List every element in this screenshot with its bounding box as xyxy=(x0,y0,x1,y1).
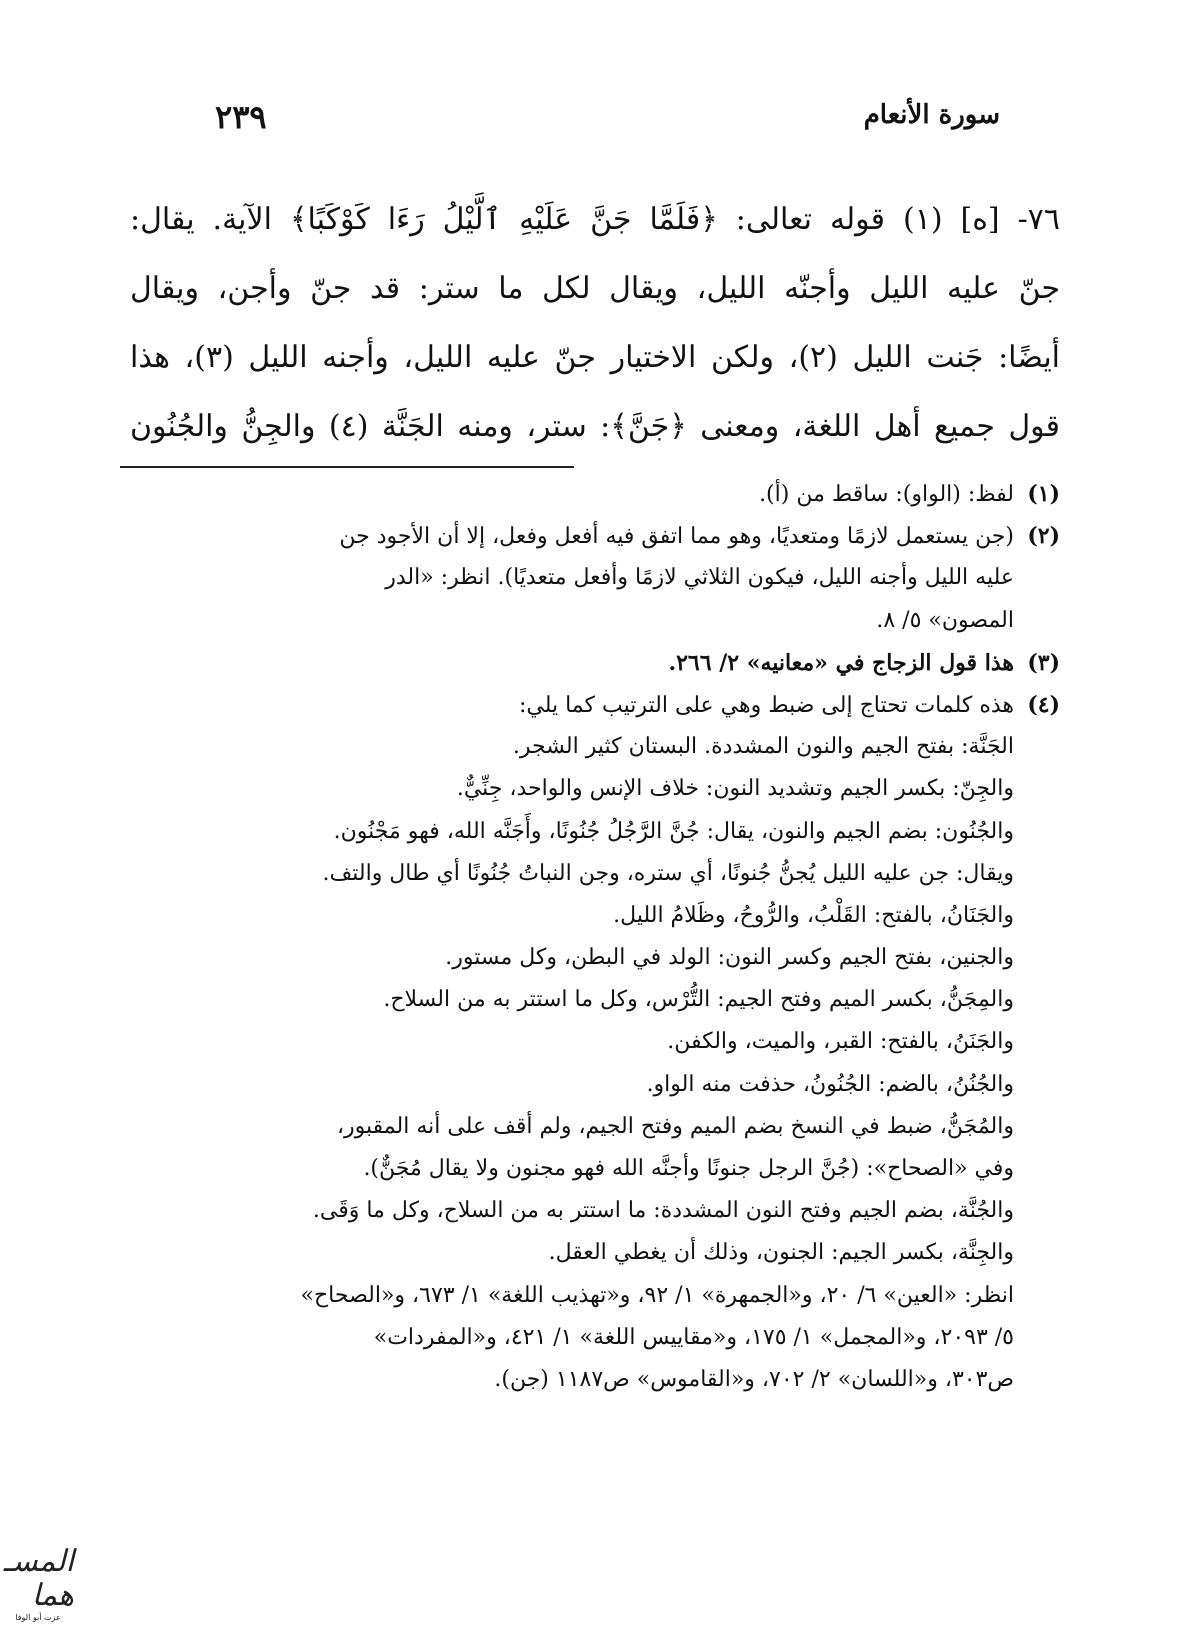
footnote-3 xyxy=(125,642,1060,684)
footnote-2 xyxy=(125,515,1060,557)
footnote-text: المصون» ٥/ ٨. xyxy=(876,607,1014,633)
footnote-separator xyxy=(120,466,574,468)
footnote-text: والمِجَنُّ، بكسر الميم وفتح الجيم: التُّرْس، وكل ما استتر به من السلاح. xyxy=(383,987,1014,1013)
footnote-text: والجُنَّة، بضم الجيم وفتح النون المشددة: ما استتر به من السلاح، وكل ما وَقَى. xyxy=(312,1198,1014,1224)
footnote-text: انظر: «العين» ٦/ ٢٠، و«الجمهرة» ١/ ٩٢، و«تهذيب اللغة» ١/ ٦٧٣، و«الصحاح» xyxy=(300,1282,1014,1308)
footnote-text: هذه كلمات تحتاج إلى ضبط وهي على الترتيب كما يلي: xyxy=(518,692,1014,718)
footnote-text: هذا قول الزجاج في «معانيه» ٢/ ٢٦٦. xyxy=(668,649,1014,676)
main-text-line: ٧٦- [ه] (١) قوله تعالى: ﴿فَلَمَّا جَنَّ عَلَيْهِ ٱلَّيْلُ رَءَا كَوْكَبًا﴾ الآية. يقال: xyxy=(130,202,1060,237)
footnote-text: والجِنّ: بكسر الجيم وتشديد النون: خلاف الإنس والواحد، جِنِّيٌّ. xyxy=(456,776,1014,802)
main-text-line: قول جميع أهل اللغة، ومعنى ﴿جَنَّ﴾: ستر، ومنه الجَنَّة (٤) والجِنُّ والجُنُون xyxy=(130,409,1060,444)
main-text-line: أيضًا: جَنت الليل (٢)، ولكن الاختيار جنّ عليه الليل، وأجنه الليل (٣)، هذا xyxy=(130,340,1061,375)
footnote-number: (٤) xyxy=(1027,691,1060,718)
library-stamp-logo xyxy=(2,1545,74,1623)
stamp-sub-text: عزت أبو الوفا xyxy=(15,1613,61,1622)
stamp-main-text: المسـ هما xyxy=(3,1544,74,1613)
main-text xyxy=(130,185,1060,461)
footnote-text: ٥/ ٢٠٩٣، و«المجمل» ١/ ١٧٥، و«مقاييس اللغة» ١/ ٤٢١، و«المفردات» xyxy=(373,1324,1014,1350)
footnote-text: والجُنُنُ، بالضم: الجُنُونُ، حذفت منه الواو. xyxy=(646,1071,1014,1097)
footnote-text: والجنين، بفتح الجيم وكسر النون: الولد في البطن، وكل مستور. xyxy=(445,945,1014,971)
footnote-number: (٢) xyxy=(1027,523,1060,550)
footnote-text: عليه الليل وأجنه الليل، فيكون الثلاثي لازمًا وأفعل متعديًا). انظر: «الدر xyxy=(385,565,1014,591)
page-number: ٢٣٩ xyxy=(215,98,267,136)
footnote-text: والمُجَنُّ، ضبط في النسخ بضم الميم وفتح الجيم، ولم أقف على أنه المقبور، xyxy=(336,1113,1014,1139)
footnote-text: والجُنُون: بضم الجيم والنون، يقال: جُنَّ الرَّجُلُ جُنُونًا، وأَجَنَّه الله، فهو مَجْنُون. xyxy=(333,818,1014,844)
footnote-text: والجِنَّة، بكسر الجيم: الجنون، وذلك أن يغطي العقل. xyxy=(548,1240,1014,1266)
footnote-text: والجَنَانُ، بالفتح: القَلْبُ، والرُّوحُ، وظَلامُ الليل. xyxy=(613,902,1014,928)
main-text-line: جنّ عليه الليل وأجنّه الليل، ويقال لكل ما ستر: قد جنّ وأجن، ويقال xyxy=(130,271,1060,306)
footnote-text: لفظ: (الواو): ساقط من (أ). xyxy=(759,482,1014,507)
footnote-1 xyxy=(125,473,1060,515)
footnote-text: (جن يستعمل لازمًا ومتعديًا، وهو مما اتفق فيه أفعل وفعل، إلا أن الأجود جن xyxy=(339,524,1014,550)
sura-title: سورة الأنعام xyxy=(863,100,1000,130)
footnote-text: ويقال: جن عليه الليل يُجنُّ جُنونًا، أي ستره، وجن النباتُ جُنُونًا أي طال والتف. xyxy=(322,860,1014,886)
footnote-text: والجَنَنُ، بالفتح: القبر، والميت، والكفن. xyxy=(667,1029,1014,1055)
footnote-number: (١) xyxy=(1027,481,1060,507)
footnote-text: وفي «الصحاح»: (جُنَّ الرجل جنونًا وأجنَّه الله فهو مجنون ولا يقال مُجَنٌّ). xyxy=(363,1156,1014,1181)
footnotes xyxy=(125,473,1060,1401)
footnote-4 xyxy=(125,684,1060,726)
footnote-text: الجَنَّة: بفتح الجيم والنون المشددة. البستان كثير الشجر. xyxy=(512,734,1014,760)
footnote-number: (٣) xyxy=(1027,649,1060,676)
footnote-text: ص٣٠٣، و«اللسان» ٢/ ٧٠٢، و«القاموس» ص١١٨٧ (جن). xyxy=(494,1366,1014,1392)
